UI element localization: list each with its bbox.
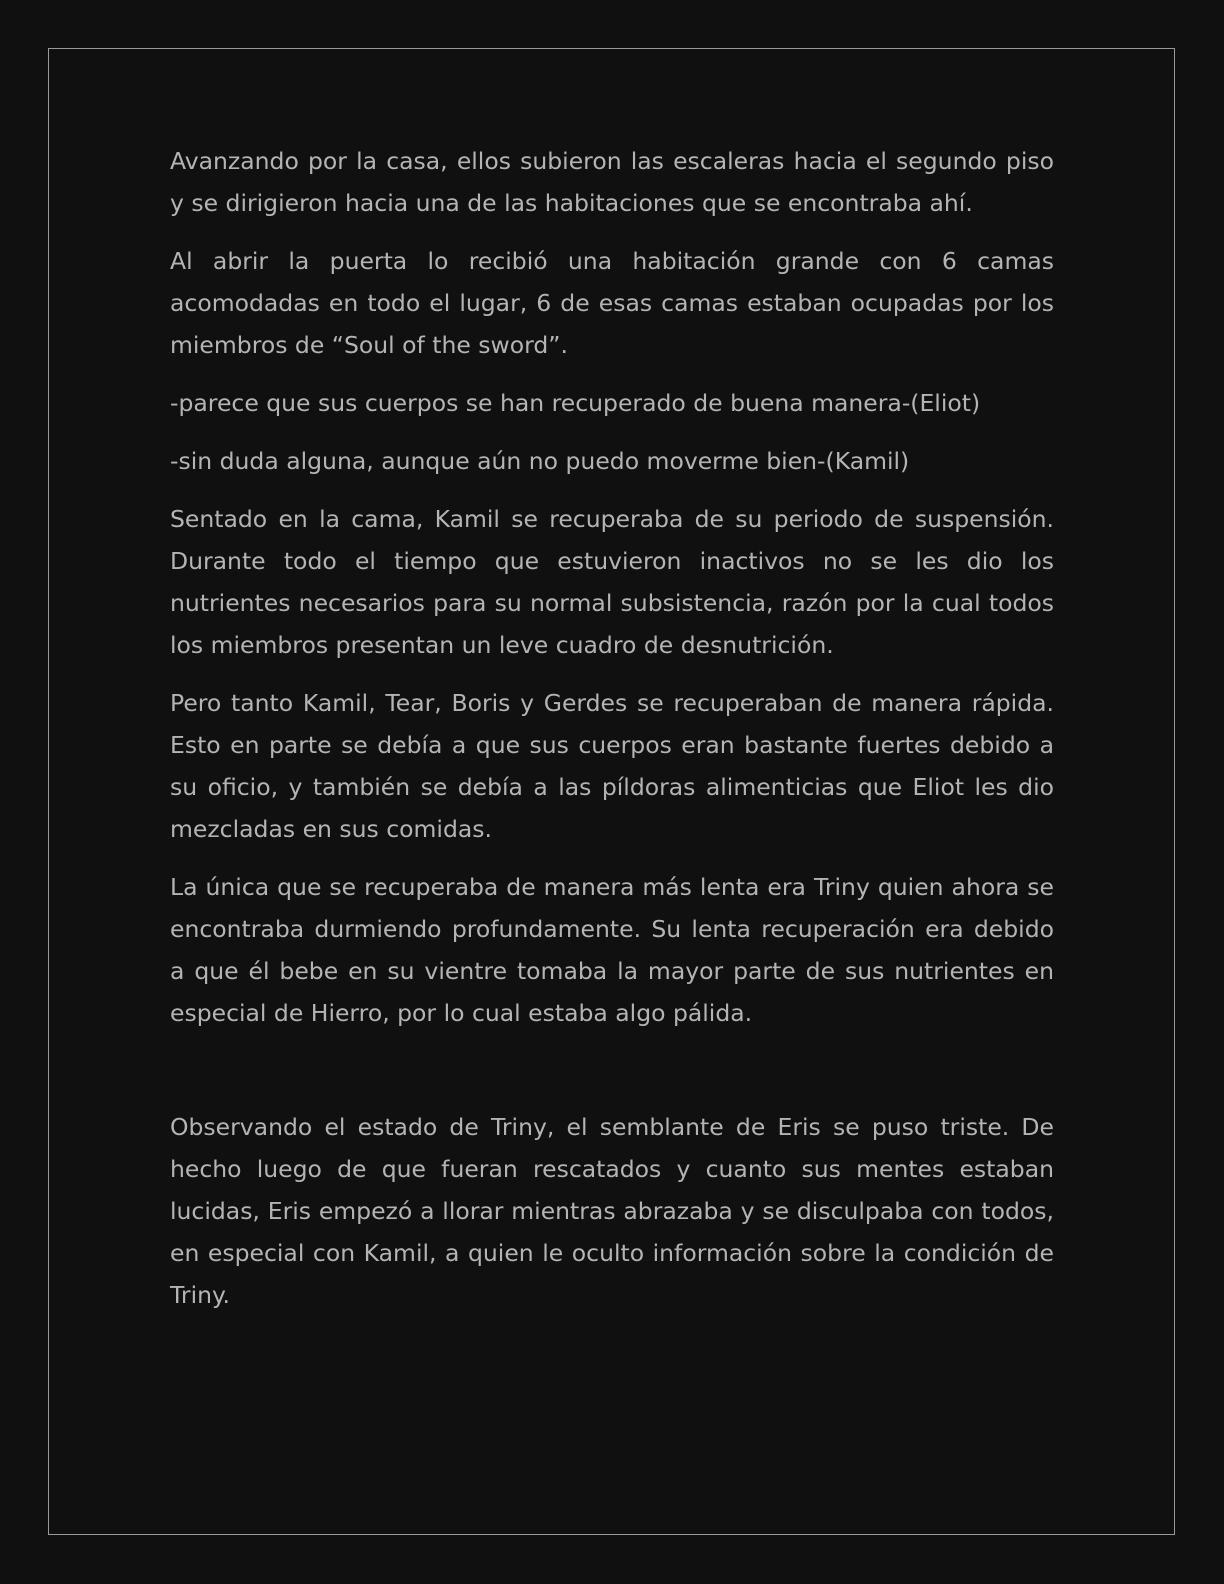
paragraph-8: Observando el estado de Triny, el semblante de Eris se puso triste. De hecho luego de que fueran rescatados y cuanto sus mentes estaban lucidas, Eris empezó a llorar mientras abrazaba y se disculpaba con todos, en especial con Kamil, a quien le oculto información sobre la condición de Triny. [170,1113,1054,1309]
paragraph-2: Al abrir la puerta lo recibió una habitación grande con 6 camas acomodadas en todo el lugar, 6 de esas camas estaban ocupadas por los miembros de “Soul of the sword”. [170,247,1054,359]
paragraph-7: La única que se recuperaba de manera más lenta era Triny quien ahora se encontraba durmiendo profundamente. Su lenta recuperación era debido a que él bebe en su vientre tomaba la mayor parte de sus nutrientes en especial de Hierro, por lo cual estaba algo pálida. [170,873,1054,1027]
paragraph-5: Sentado en la cama, Kamil se recuperaba de su periodo de suspensión. Durante todo el tiempo que estuvieron inactivos no se les dio los nutrientes necesarios para su normal subsistencia, razón por la cual todos los miembros presentan un leve cuadro de desnutrición. [170,505,1054,659]
dialogue-eliot: -parece que sus cuerpos se han recuperado de buena manera-(Eliot) [170,389,981,417]
dialogue-kamil: -sin duda alguna, aunque aún no puedo moverme bien-(Kamil) [170,447,910,475]
paragraph-6: Pero tanto Kamil, Tear, Boris y Gerdes se recuperaban de manera rápida. Esto en parte se debía a que sus cuerpos eran bastante fuertes debido a su oficio, y también se debía a las píldoras alimenticias que Eliot les dio mezcladas en sus comidas. [170,689,1054,843]
section-gap [170,1050,1054,1106]
document-body [170,140,1054,1332]
paragraph-1: Avanzando por la casa, ellos subieron las escaleras hacia el segundo piso y se dirigieron hacia una de las habitaciones que se encontraba ahí. [170,147,1054,217]
